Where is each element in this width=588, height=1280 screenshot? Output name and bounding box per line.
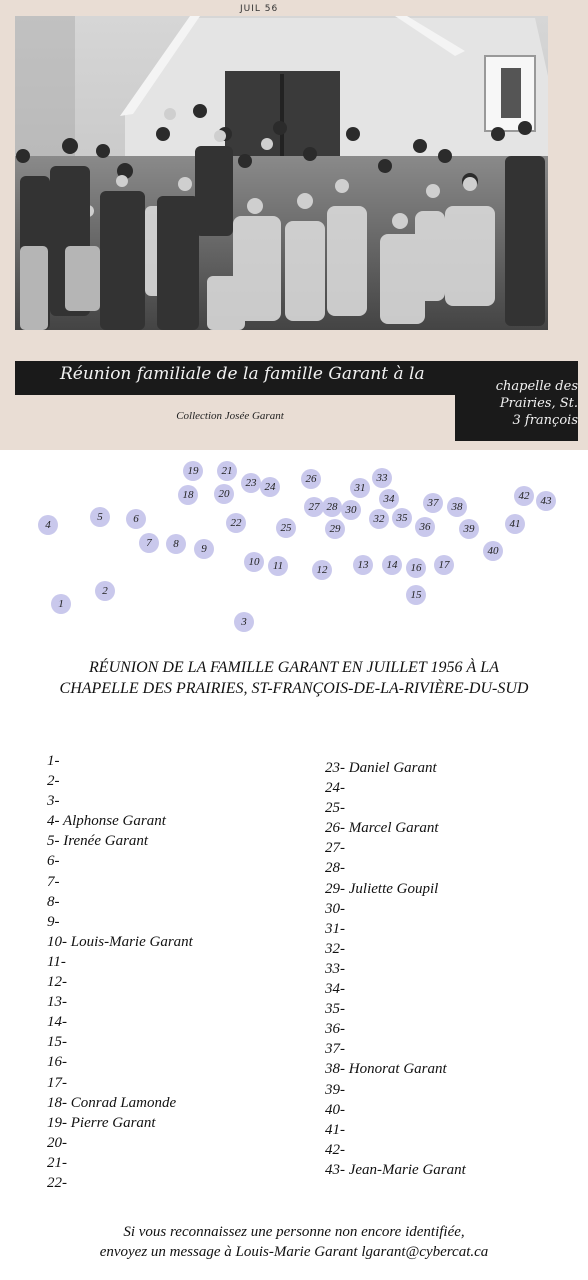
group-photo — [15, 16, 548, 330]
identification-entry: 8- — [47, 893, 60, 910]
identification-entry: 21- — [47, 1154, 67, 1171]
collection-credit: Collection Josée Garant — [176, 410, 284, 422]
caption-cont-line: Prairies, St. — [499, 396, 578, 411]
identification-entry: 19- Pierre Garant — [47, 1114, 156, 1131]
person-marker-3: 3 — [234, 612, 254, 632]
person-marker-21: 21 — [217, 461, 237, 481]
person-marker-19: 19 — [183, 461, 203, 481]
identification-entry: 24- — [325, 780, 345, 797]
person-marker-15: 15 — [406, 585, 426, 605]
caption-cont-line: chapelle des — [495, 379, 578, 394]
date-stamp: JUIL 56 — [240, 4, 279, 14]
identification-entry: 20- — [47, 1134, 67, 1151]
identification-entry: 12- — [47, 974, 67, 991]
person-marker-14: 14 — [382, 555, 402, 575]
person-marker-34: 34 — [379, 489, 399, 509]
handwritten-caption: Réunion familiale de la famille Garant à la — [60, 364, 425, 384]
person-marker-22: 22 — [226, 513, 246, 533]
identification-entry: 40- — [325, 1101, 345, 1118]
person-marker-17: 17 — [434, 555, 454, 575]
person-marker-29: 29 — [325, 519, 345, 539]
person-marker-42: 42 — [514, 486, 534, 506]
person-marker-27: 27 — [304, 497, 324, 517]
person-marker-1: 1 — [51, 594, 71, 614]
identification-list-left — [47, 751, 193, 1193]
title-line-1: RÉUNION DE LA FAMILLE GARANT EN JUILLET 1956 À LA — [89, 659, 499, 676]
person-marker-23: 23 — [241, 473, 261, 493]
identification-entry: 3- — [47, 793, 60, 810]
identification-entry: 10- Louis-Marie Garant — [47, 933, 193, 950]
identification-entry: 6- — [47, 853, 60, 870]
identification-entry: 30- — [325, 900, 345, 917]
person-marker-35: 35 — [392, 508, 412, 528]
identification-entry: 23- Daniel Garant — [325, 760, 437, 776]
identification-entry: 7- — [47, 873, 60, 890]
identification-entry: 34- — [325, 981, 345, 998]
identification-entry: 18- Conrad Lamonde — [47, 1094, 177, 1111]
person-marker-40: 40 — [483, 541, 503, 561]
person-marker-10: 10 — [244, 552, 264, 572]
identification-entry: 41- — [325, 1121, 345, 1138]
document-title — [20, 657, 568, 699]
person-marker-4: 4 — [38, 515, 58, 535]
person-marker-11: 11 — [268, 556, 288, 576]
person-marker-38: 38 — [447, 497, 467, 517]
caption-cont-line: 3 françois — [512, 413, 578, 428]
identification-entry: 37- — [325, 1041, 345, 1058]
person-marker-39: 39 — [459, 519, 479, 539]
person-marker-31: 31 — [350, 478, 370, 498]
identification-list-right — [325, 758, 466, 1180]
person-marker-16: 16 — [406, 558, 426, 578]
person-marker-5: 5 — [90, 507, 110, 527]
person-marker-36: 36 — [415, 517, 435, 537]
identification-entry: 28- — [325, 860, 345, 877]
photo-panel — [0, 0, 588, 450]
identification-entry: 33- — [325, 960, 345, 977]
person-marker-32: 32 — [369, 509, 389, 529]
handwritten-caption-continued — [450, 378, 578, 440]
person-marker-9: 9 — [194, 539, 214, 559]
person-marker-18: 18 — [178, 485, 198, 505]
identification-entry: 26- Marcel Garant — [325, 820, 439, 837]
person-marker-2: 2 — [95, 581, 115, 601]
person-marker-33: 33 — [372, 468, 392, 488]
identification-entry: 15- — [47, 1034, 67, 1051]
person-marker-7: 7 — [139, 533, 159, 553]
identification-entry: 35- — [325, 1001, 345, 1018]
identification-entry: 38- Honorat Garant — [325, 1061, 447, 1078]
person-marker-30: 30 — [341, 500, 361, 520]
footer-line-1: Si vous reconnaissez une personne non encore identifiée, — [123, 1224, 465, 1240]
identification-entry: 9- — [47, 913, 60, 930]
identification-entry: 5- Irenée Garant — [47, 833, 149, 850]
identification-entry: 13- — [47, 994, 67, 1011]
identification-entry: 27- — [325, 840, 345, 857]
person-marker-20: 20 — [214, 484, 234, 504]
identification-entry: 32- — [325, 940, 345, 957]
identification-entry: 39- — [325, 1081, 345, 1098]
person-marker-6: 6 — [126, 509, 146, 529]
person-marker-8: 8 — [166, 534, 186, 554]
identification-entry: 29- Juliette Goupil — [325, 880, 439, 897]
identification-entry: 17- — [47, 1074, 67, 1091]
contact-footer — [0, 1222, 588, 1262]
identification-entry: 4- Alphonse Garant — [47, 813, 166, 830]
person-marker-24: 24 — [260, 477, 280, 497]
person-marker-43: 43 — [536, 491, 556, 511]
identification-entry: 16- — [47, 1054, 67, 1071]
person-marker-41: 41 — [505, 514, 525, 534]
person-marker-25: 25 — [276, 518, 296, 538]
identification-entry: 31- — [325, 920, 345, 937]
identification-entry: 1- — [47, 753, 60, 769]
identification-entry: 36- — [325, 1021, 345, 1038]
identification-entry: 11- — [47, 953, 66, 970]
person-marker-12: 12 — [312, 560, 332, 580]
identification-entry: 2- — [47, 773, 60, 790]
person-marker-26: 26 — [301, 469, 321, 489]
identification-entry: 22- — [47, 1174, 67, 1191]
title-line-2: CHAPELLE DES PRAIRIES, ST-FRANÇOIS-DE-LA-RIVIÈRE-DU-SUD — [59, 680, 529, 697]
identification-entry: 25- — [325, 800, 345, 817]
person-marker-28: 28 — [322, 497, 342, 517]
person-marker-13: 13 — [353, 555, 373, 575]
footer-line-2: envoyez un message à Louis-Marie Garant lgarant@cybercat.ca — [99, 1244, 489, 1260]
identification-entry: 42- — [325, 1141, 345, 1158]
identification-entry: 14- — [47, 1014, 67, 1031]
identification-entry: 43- Jean-Marie Garant — [325, 1161, 466, 1178]
person-marker-37: 37 — [423, 493, 443, 513]
